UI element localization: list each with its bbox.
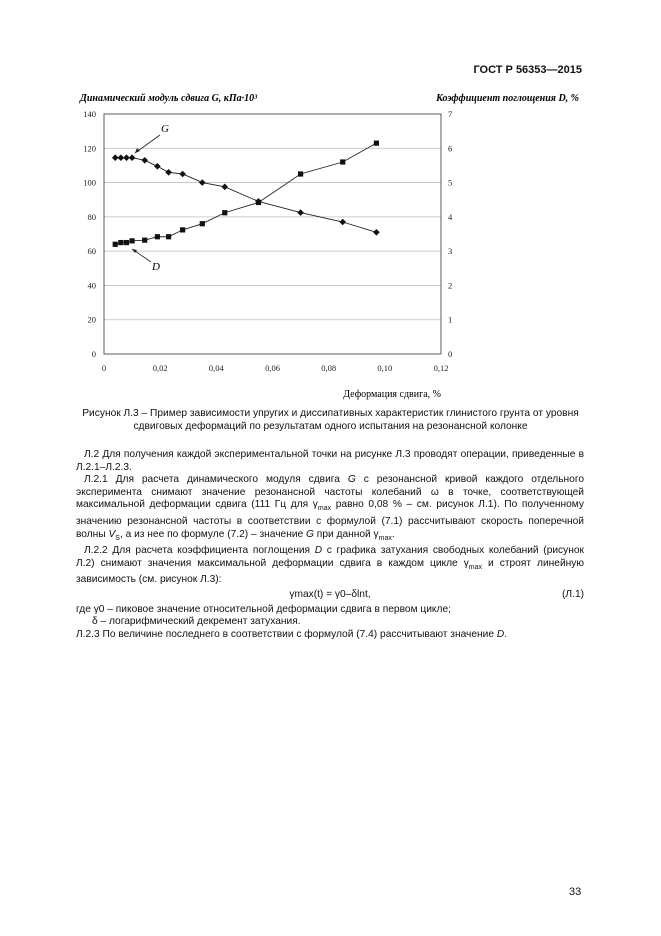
formula-text: γmax(t) = γ0–δlnt,: [289, 589, 371, 601]
paragraph-l2: Л.2 Для получения каждой экспериментальной точки на рисунке Л.3 проводят операции, приведенные в Л.2.1–Л.2.3.: [76, 449, 584, 473]
data-point-d: [200, 221, 205, 226]
data-point-d: [298, 171, 303, 176]
formula-l1: [76, 589, 584, 602]
y-left-tick-label: 0: [91, 349, 96, 359]
gridlines: [104, 148, 441, 319]
left-axis-title: Динамический модуль сдвига G, кПа·10³: [80, 93, 258, 104]
series-d-label: D: [152, 261, 160, 273]
x-tick-labels: [102, 363, 449, 373]
figure-caption: Рисунок Л.3 – Пример зависимости упругих и диссипативных характеристик глинистого грунта от уровня сдвиговых деформаций по результатам одного испытания на резонансной колонке: [82, 408, 579, 432]
x-axis-label: Деформация сдвига, %: [343, 389, 441, 400]
x-tick-label: 0,06: [265, 363, 280, 373]
data-point-g: [373, 229, 380, 236]
standard-header: ГОСТ Р 56353—2015: [473, 64, 582, 76]
data-point-d: [118, 240, 123, 245]
data-point-d: [256, 200, 261, 205]
data-point-g: [199, 179, 206, 186]
data-point-d: [142, 238, 147, 243]
y-left-tick-labels: [83, 109, 96, 359]
body-text: [76, 449, 584, 641]
data-point-g: [129, 154, 136, 161]
data-point-g: [154, 163, 161, 170]
y-right-tick-label: 6: [448, 143, 453, 154]
series-line-d: [115, 143, 376, 244]
y-left-tick-label: 40: [87, 280, 96, 291]
y-right-tick-label: 0: [448, 349, 453, 359]
y-left-tick-label: 60: [87, 246, 96, 257]
series-layer: [112, 141, 380, 247]
y-right-tick-label: 4: [448, 211, 453, 222]
data-point-d: [180, 227, 185, 232]
y-left-tick-label: 140: [83, 109, 96, 119]
x-tick-label: 0,04: [208, 363, 224, 373]
y-left-tick-label: 120: [83, 143, 96, 154]
data-point-g: [297, 209, 304, 216]
where-gamma0: где γ0 – пиковое значение относительной деформации сдвига в первом цикле;: [76, 603, 451, 615]
data-point-g: [112, 154, 119, 161]
page-number: 33: [569, 886, 582, 898]
data-point-d: [124, 240, 129, 245]
x-tick-label: 0,08: [321, 363, 337, 373]
series-line-g: [115, 158, 376, 233]
y-right-tick-label: 2: [448, 280, 453, 291]
y-right-tick-label: 7: [448, 109, 453, 119]
data-point-g: [123, 154, 130, 161]
data-point-g: [141, 157, 148, 164]
data-point-d: [166, 234, 171, 239]
chart: [0, 0, 661, 405]
formula-number: (Л.1): [562, 589, 584, 601]
paragraph-l2-1: Л.2.1 Для расчета динамического модуля сдвига G с резонансной кривой каждого отдельного эксперимента снимают значение резонансной частоты колебаний ω в точке, соответствующей максимальной деформации сдвига (111 Гц для $\gamma_{max}$ равно 0,08 % – см. рисунок Л.1). По полученному значению резонансной частоты в соответствии с формулой (7.1) рассчитывают скорость поперечной волны $V_S$, а из нее по формуле (7.2) – значение G при данной $\gamma_{max}$.: [76, 474, 584, 542]
where-delta: δ – логарифмический декремент затухания.: [92, 616, 301, 628]
data-point-g: [165, 169, 172, 176]
series-g-callout-arrow: [135, 148, 140, 153]
data-point-g: [179, 171, 186, 178]
x-tick-label: 0,02: [152, 363, 168, 373]
y-right-tick-label: 3: [448, 246, 453, 257]
series-g-label: G: [161, 123, 169, 135]
x-tick-label: 0: [101, 363, 107, 373]
data-point-d: [374, 141, 379, 146]
data-point-d: [113, 242, 118, 247]
y-left-tick-label: 20: [87, 314, 96, 325]
y-left-tick-label: 80: [87, 211, 96, 222]
right-axis-title: Коэффициент поглощения D, %: [436, 93, 579, 104]
x-tick-label: 0,12: [433, 363, 449, 373]
data-point-g: [221, 184, 228, 191]
data-point-g: [339, 219, 346, 226]
plot-frame: [104, 114, 441, 354]
y-left-tick-label: 100: [83, 177, 96, 188]
data-point-d: [155, 234, 160, 239]
data-point-d: [129, 238, 134, 243]
y-right-tick-labels: [448, 109, 453, 359]
y-right-tick-label: 1: [448, 314, 453, 325]
paragraph-l2-3: Л.2.3 По величине последнего в соответствии с формулой (7.4) рассчитывают значение D.: [76, 628, 508, 640]
data-point-d: [340, 159, 345, 164]
data-point-g: [118, 154, 125, 161]
data-point-d: [222, 210, 227, 215]
x-tick-label: 0,10: [377, 363, 393, 373]
paragraph-l2-2: Л.2.2 Для расчета коэффициента поглощения D с графика затухания свободных колебаний (рисунок Л.2) снимают значения максимальной деформации сдвига в каждом цикле $\gamma_{max}$ и строят линейную зависимость (см. рисунок Л.3):: [76, 545, 585, 586]
y-right-tick-label: 5: [448, 177, 453, 188]
